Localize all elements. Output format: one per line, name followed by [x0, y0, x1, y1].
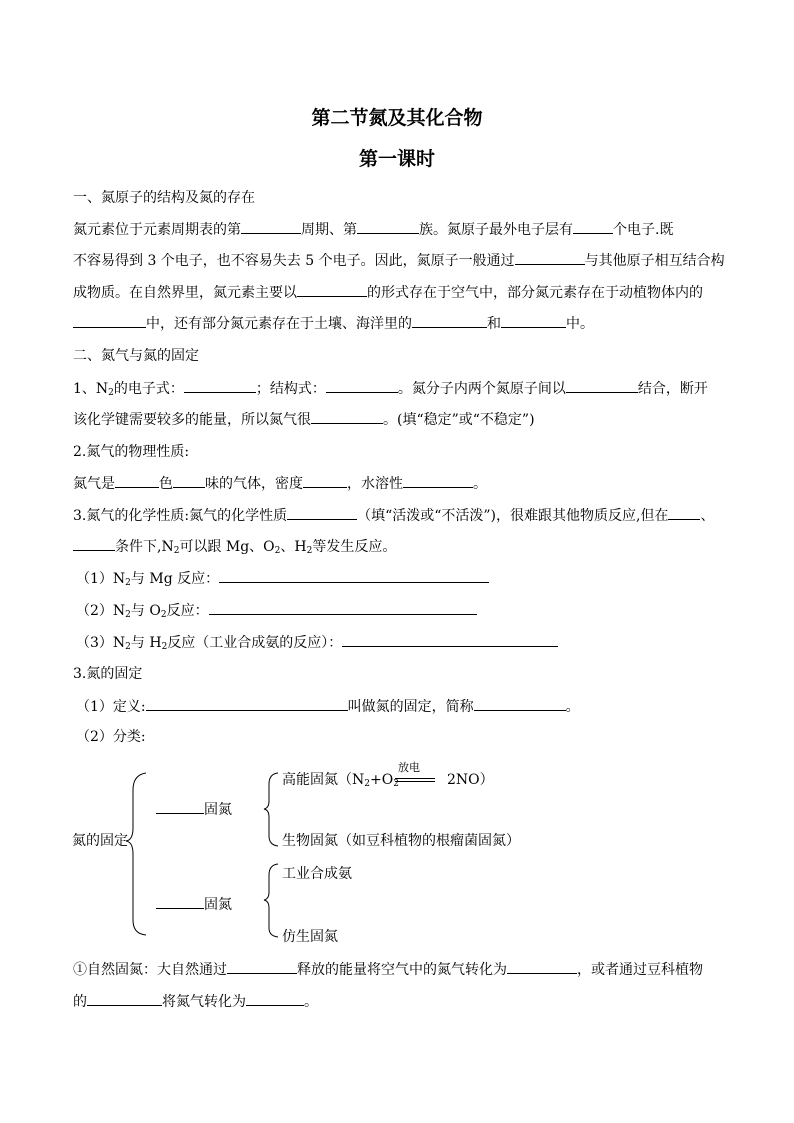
diagram-leaf-biological: 生物固氮（如豆科植物的根瘤菌固氮） [282, 833, 520, 849]
text: 该化学键需要较多的能量，所以氮气很 [73, 412, 311, 428]
subscript: 2 [108, 388, 114, 398]
text: 中，还有部分氮元素存在于土壤、海洋里的 [146, 316, 412, 332]
answer-blank[interactable] [156, 895, 204, 909]
root-brace [126, 773, 146, 935]
section-1-heading: 一、氮原子的结构及氮的存在 [73, 190, 255, 206]
diagram-leaf-industrial: 工业合成氨 [282, 866, 352, 882]
text: 反应： [166, 603, 209, 619]
text: 反应（工业合成氨的反应）： [167, 635, 343, 651]
text: 与 Mg 反应： [130, 571, 220, 587]
text: 氮气是 [73, 476, 115, 492]
text: 与 O [130, 603, 161, 619]
page-subtitle: 第一课时 [358, 148, 435, 170]
diagram-root: 氮的固定 [72, 833, 128, 849]
text: 。(填“稳定”或“不稳定”) [383, 412, 535, 428]
text: 固氮 [204, 802, 232, 818]
text: 1、N [73, 381, 109, 397]
text: 高能固氮（N [282, 772, 365, 788]
subscript: 2 [306, 546, 313, 556]
text: +O [369, 772, 394, 788]
diagram-branch-1 [156, 800, 232, 819]
answer-blank[interactable] [87, 992, 162, 1006]
text: 与 H [130, 635, 162, 651]
classification-heading: （2）分类: [76, 729, 146, 745]
text: 色 [159, 476, 173, 492]
text: 的形式存在于空气中，部分氮元素存在于动植物体内的 [367, 285, 703, 301]
text: 。 [565, 699, 580, 715]
text: 。 [304, 994, 318, 1010]
subscript: 2 [125, 578, 131, 588]
text: 叫做氮的固定，简称 [347, 699, 474, 715]
text: 、H [280, 539, 307, 555]
text: 可以跟 Mg、O [179, 539, 275, 555]
text: 。 [473, 476, 487, 492]
subscript: 2 [364, 779, 370, 789]
answer-blank[interactable] [246, 992, 304, 1006]
answer-blank[interactable] [156, 800, 204, 814]
equals-sign [395, 778, 435, 782]
subscript: 2 [160, 610, 167, 620]
text: ；结构式： [255, 381, 326, 397]
text: ，水溶性 [347, 476, 403, 492]
text: 氮元素位于元素周期表的第 [73, 222, 241, 238]
text: 与其他原子相互结合构 [584, 253, 725, 269]
text: 中。 [566, 316, 594, 332]
text: （1）定义: [76, 699, 146, 715]
text: 的电子式： [113, 381, 184, 397]
text: （填“活泼或“不活泼”)，很难跟其他物质反应,但在 [357, 508, 669, 524]
answer-blank[interactable] [227, 960, 297, 974]
text: 。氮分子内两个氮原子间以 [397, 381, 566, 397]
natural-fixation-line-1 [73, 960, 703, 979]
text: （2）N [76, 603, 126, 619]
physical-properties-heading: 2.氮气的物理性质: [73, 444, 190, 460]
natural-fixation-line-2 [73, 992, 318, 1011]
text: 周期、第 [301, 222, 357, 238]
text: 结合，断开 [637, 381, 708, 397]
reaction-condition-label: 放电 [398, 761, 420, 774]
subscript: 2 [274, 546, 281, 556]
diagram-branch-2 [156, 895, 232, 914]
text: 等发生反应。 [312, 539, 397, 555]
subscript: 2 [393, 779, 399, 789]
text: （1）N [76, 571, 126, 587]
text: 固氮 [204, 897, 232, 913]
text: 和 [487, 316, 501, 332]
diagram-leaf-high-energy [282, 771, 494, 789]
text: 味的气体，密度 [205, 476, 303, 492]
subscript: 2 [125, 642, 131, 652]
answer-blank[interactable] [507, 960, 577, 974]
text: 个电子.既 [613, 222, 674, 238]
diagram-leaf-biomimetic: 仿生固氮 [282, 929, 338, 945]
text: 族。氮原子最外电子层有 [419, 222, 573, 238]
page-title: 第二节氮及其化合物 [311, 107, 483, 129]
subscript: 2 [125, 610, 131, 620]
lower-brace [264, 864, 278, 937]
text: 、 [700, 508, 715, 524]
text: 释放的能量将空气中的氮气转化为 [297, 962, 507, 978]
text: 将氮气转化为 [162, 994, 246, 1010]
text: 成物质。在自然界里，氮元素主要以 [73, 285, 297, 301]
section-2-heading: 二、氮气与氮的固定 [73, 348, 199, 364]
text: ，或者通过豆科植物 [577, 962, 703, 978]
subscript: 2 [161, 642, 168, 652]
upper-brace [264, 773, 278, 846]
text: 2NO） [446, 772, 494, 788]
text: 条件下,N [115, 539, 174, 555]
text: （3）N [76, 635, 126, 651]
text: 不容易得到 3 个电子，也不容易失去 5 个电子。因此，氮原子一般通过 [73, 253, 515, 269]
text: ①自然固氮：大自然通过 [73, 962, 227, 978]
text: 的 [73, 994, 87, 1010]
text: 3.氮气的化学性质:氮气的化学性质 [73, 508, 288, 524]
nitrogen-fixation-heading: 3.氮的固定 [73, 666, 143, 682]
subscript: 2 [173, 546, 180, 556]
